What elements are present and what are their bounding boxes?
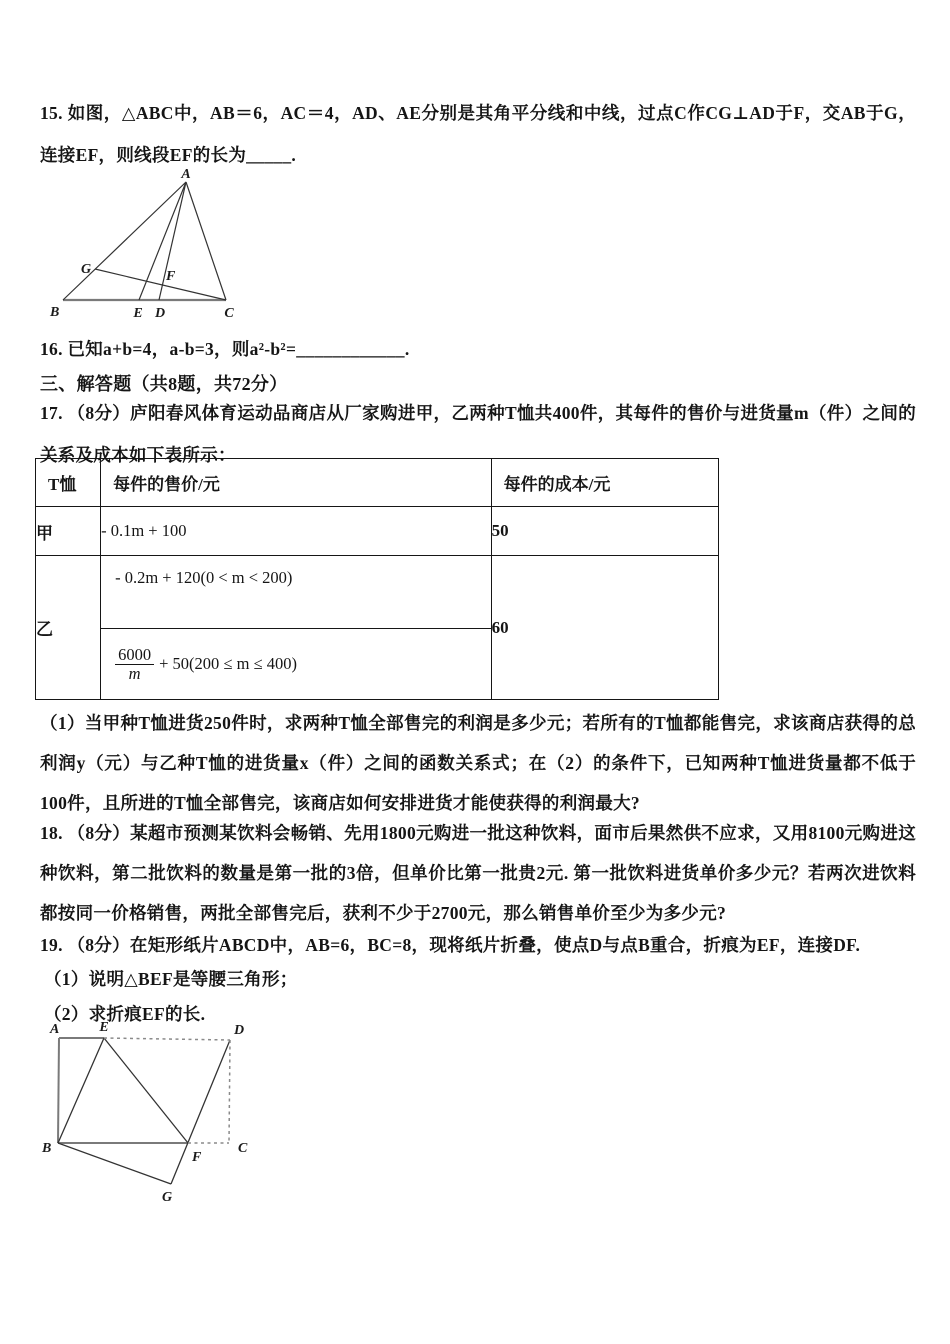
rectangle-dashed-lines [104, 1038, 230, 1143]
vertex-a-label: A [181, 168, 191, 182]
vertex-a-label: A [50, 1022, 60, 1037]
edge-dc-dashed [229, 1040, 230, 1143]
jia-cost: 50 [491, 507, 718, 556]
yi-price-top: - 0.2m + 120(0 < m < 200) [101, 556, 491, 629]
jia-name: 甲 [36, 507, 101, 556]
q17-price-table [35, 458, 719, 700]
vertex-b-label: B [42, 1141, 52, 1156]
q15-triangle-figure [38, 168, 250, 324]
yi-cost: 60 [491, 556, 718, 700]
header-cost: 每件的成本/元 [491, 459, 718, 507]
yi-price-bottom-rest: + 50(200 ≤ m ≤ 400) [159, 654, 297, 673]
triangle-lines [63, 182, 226, 300]
question-19-part2: （2）求折痕EF的长. [44, 1004, 206, 1024]
table-row-yi [36, 556, 719, 700]
jia-price: - 0.1m + 100 [101, 507, 492, 556]
table-header-row [36, 459, 719, 507]
question-16-text: 16. 已知a+b=4，a-b=3，则a²-b²=____________. [40, 339, 410, 359]
yi-price-bottom [101, 629, 491, 699]
segment-bg [58, 1143, 171, 1184]
q19-fold-figure [36, 1016, 268, 1216]
question-19-text: 19. （8分）在矩形纸片ABCD中，AB=6，BC=8，现将纸片折叠，使点D与点B重合，折痕为EF，连接DF. [40, 935, 861, 955]
header-shirt: T恤 [36, 459, 101, 507]
vertex-c-label: C [224, 306, 234, 321]
table-row-jia [36, 507, 719, 556]
vertex-g-label: G [81, 262, 92, 277]
question-17-part1: （1）当甲种T恤进货250件时，求两种T恤全部售完的利润是多少元；若所有的T恤都能售完，求该商店获得的总利润y（元）与乙种T恤的进货量x（件）之间的函数关系式；在（2）的条件下，已知两种T恤进货量都不低于100件，且所进的T恤全部售完，该商店如何安排进货才能使获得的利润最大? [40, 713, 916, 813]
side-ac [186, 182, 226, 300]
edge-ed-dashed [104, 1038, 230, 1040]
side-ab [58, 1038, 59, 1143]
vertex-e-label: E [133, 306, 143, 321]
yi-name: 乙 [36, 556, 101, 700]
vertex-e-label: E [99, 1020, 109, 1035]
question-17-intro: 17. （8分）庐阳春风体育运动品商店从厂家购进甲，乙两种T恤共400件，其每件的售价与进货量m（件）之间的关系及成本如下表所示： [40, 403, 916, 465]
segment-eb [58, 1038, 104, 1143]
question-18-text: 18. （8分）某超市预测某饮料会畅销、先用1800元购进一批这种饮料，面市后果然供不应求，又用8100元购进这种饮料，第二批饮料的数量是第一批的3倍，但单价比第一批贵2元. 第一批饮料进货单价多少元？若两次进饮料都按同一价格销售，两批全部售完后，获利不少于2700元，那么销售单价至少为多少元? [40, 823, 916, 923]
yi-price-cell [101, 556, 492, 700]
rectangle-solid-lines [58, 1038, 230, 1184]
vertex-f-label: F [166, 269, 176, 284]
crease-ef [104, 1038, 188, 1143]
fraction-numerator: 6000 [115, 646, 154, 665]
vertex-d-label: D [234, 1023, 245, 1038]
question-15-text: 15. 如图，△ABC中，AB＝6，AC＝4，AD、AE分别是其角平分线和中线，过点C作CG⊥AD于F，交AB于G，连接EF，则线段EF的长为_____. [40, 103, 916, 165]
fraction-denominator: m [128, 664, 141, 683]
question-19-part1: （1）说明△BEF是等腰三角形； [44, 969, 298, 989]
section-3-header: 三、解答题（共8题，共72分） [40, 374, 288, 394]
vertex-g-label: G [161, 1190, 173, 1205]
vertex-d-label: D [154, 306, 166, 321]
vertex-c-label: C [238, 1141, 248, 1156]
fraction [115, 646, 154, 683]
vertex-b-label: B [50, 305, 60, 320]
vertex-f-label: F [192, 1150, 202, 1165]
header-price: 每件的售价/元 [101, 459, 492, 507]
